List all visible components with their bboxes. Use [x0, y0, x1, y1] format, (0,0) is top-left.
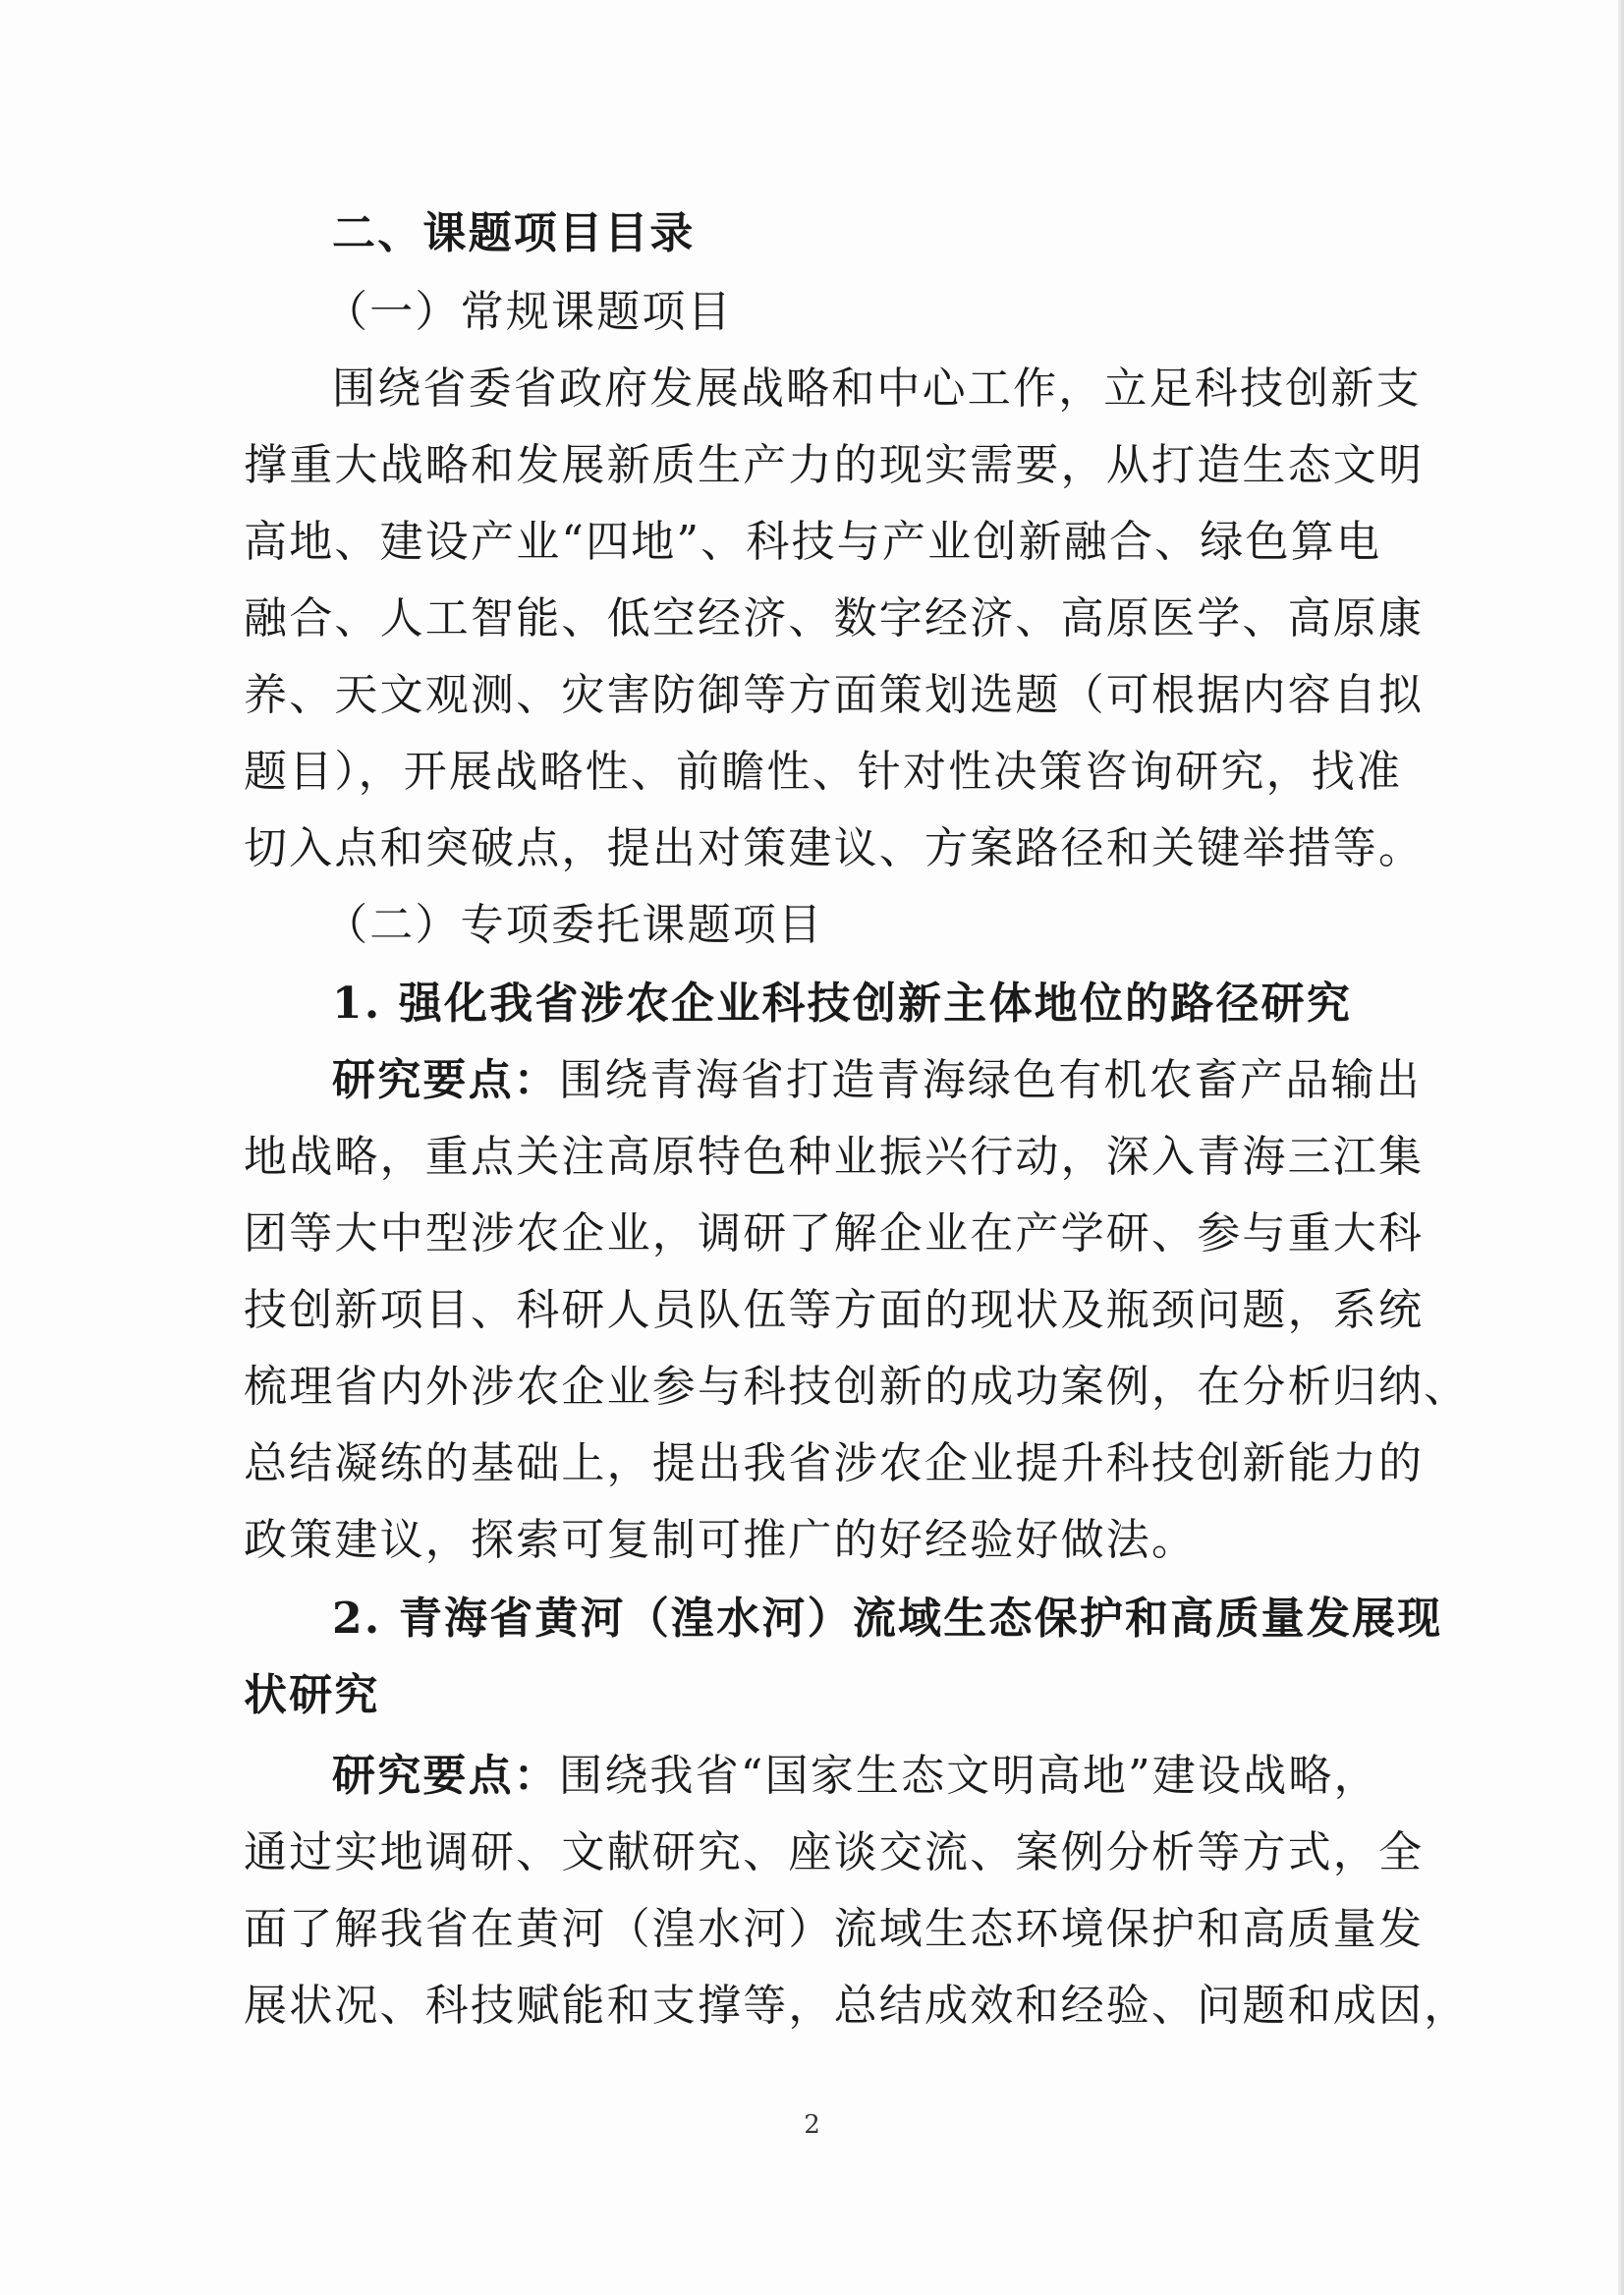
paragraph-line: 养、天文观测、灾害防御等方面策划选题（可根据内容自拟	[244, 670, 1425, 720]
topic-title-1: 1. 强化我省涉农企业科技创新主体地位的路径研究	[332, 979, 1353, 1029]
research-points-line	[332, 1749, 1379, 1804]
research-points-label: 研究要点：	[332, 1751, 559, 1801]
paragraph-line: 梳理省内外涉农企业参与科技创新的成功案例，在分析归纳、	[244, 1362, 1470, 1412]
paragraph-line: 题目），开展战略性、前瞻性、针对性决策咨询研究，找准	[244, 747, 1403, 797]
paragraph-line: 技创新项目、科研人员队伍等方面的现状及瓶颈问题，系统	[244, 1285, 1425, 1335]
subsection-heading-general: （一）常规课题项目	[324, 287, 733, 337]
research-points-text: 围绕我省“国家生态文明高地”建设战略，	[559, 1751, 1379, 1801]
section-heading: 二、课题项目目录	[332, 208, 696, 258]
paragraph-line: 通过实地调研、文献研究、座谈交流、案例分析等方式，全	[244, 1827, 1425, 1877]
research-points-line	[332, 1053, 1422, 1108]
paragraph-line: 撑重大战略和发展新质生产力的现实需要，从打造生态文明	[244, 440, 1425, 490]
page-number: 2	[804, 2110, 820, 2140]
paragraph-line: 融合、人工智能、低空经济、数字经济、高原医学、高原康	[244, 593, 1425, 644]
paragraph-line: 政策建议，探索可复制可推广的好经验好做法。	[244, 1515, 1198, 1565]
paragraph-line: 团等大中型涉农企业，调研了解企业在产学研、参与重大科	[244, 1208, 1425, 1259]
scan-edge	[1618, 0, 1624, 2295]
paragraph-line: 高地、建设产业“四地”、科技与产业创新融合、绿色算电	[244, 517, 1382, 567]
research-points-label: 研究要点：	[332, 1055, 559, 1105]
topic-title-2-cont: 状研究	[244, 1670, 380, 1720]
paragraph-line: 围绕省委省政府发展战略和中心工作，立足科技创新支	[332, 364, 1422, 414]
paragraph-line: 总结凝练的基础上，提出我省涉农企业提升科技创新能力的	[244, 1438, 1425, 1488]
paragraph-line: 切入点和突破点，提出对策建议、方案路径和关键举措等。	[244, 823, 1425, 873]
subsection-heading-special: （二）专项委托课题项目	[324, 900, 824, 950]
paragraph-line: 面了解我省在黄河（湟水河）流域生态环境保护和高质量发	[244, 1904, 1425, 1954]
research-points-text: 围绕青海省打造青海绿色有机农畜产品输出	[559, 1055, 1422, 1105]
paragraph-line: 展状况、科技赋能和支撑等，总结成效和经验、问题和成因，	[244, 1981, 1470, 2031]
paragraph-line: 地战略，重点关注高原特色种业振兴行动，深入青海三江集	[244, 1132, 1425, 1182]
topic-title-2: 2. 青海省黄河（湟水河）流域生态保护和高质量发展现	[332, 1594, 1443, 1644]
